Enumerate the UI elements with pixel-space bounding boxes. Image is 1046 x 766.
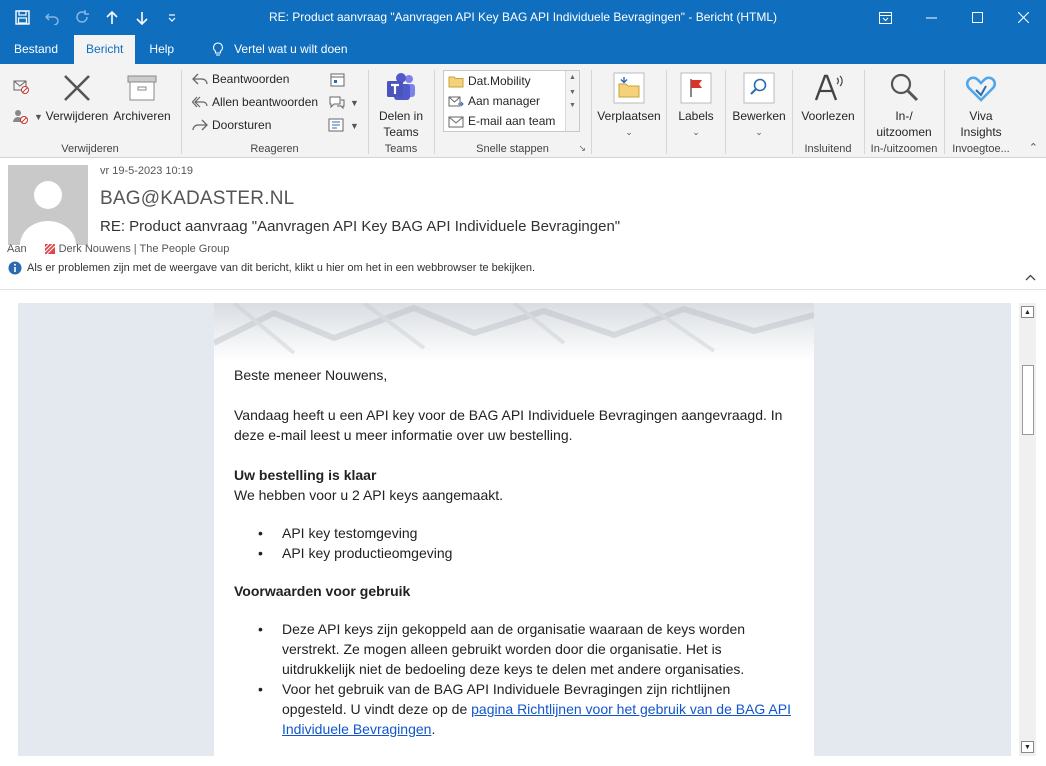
- window-title: RE: Product aanvraag "Aanvragen API Key BAG API Individuele Bevragingen" - Bericht (HTML): [268, 10, 778, 24]
- reply-all-button[interactable]: Allen beantwoorden: [192, 95, 318, 109]
- cleanup-icon: [12, 108, 30, 126]
- ribbon: [0, 64, 1046, 158]
- more-actions-icon: [328, 118, 346, 133]
- group-label-zoom: In-/uitzoomen: [870, 143, 938, 155]
- group-teams: [369, 64, 433, 158]
- ribbon-tabs: [0, 35, 1046, 64]
- list-item: • API key productieomgeving: [258, 543, 794, 563]
- reply-all-icon: [192, 95, 208, 109]
- group-zoom: [865, 64, 943, 158]
- tell-me-search[interactable]: [186, 35, 347, 64]
- read-aloud-button[interactable]: Voorlezen: [797, 70, 859, 124]
- zoom-icon: [887, 70, 921, 106]
- group-move: [592, 64, 666, 158]
- archive-button[interactable]: Archiveren: [111, 70, 173, 124]
- recipient[interactable]: Derk Nouwens | The People Group: [45, 243, 230, 255]
- group-label-quick-steps: Snelle stappen: [476, 143, 549, 155]
- ignore-icon: [12, 78, 30, 94]
- group-addins: [945, 64, 1017, 158]
- more-respond-button[interactable]: ▼: [328, 118, 359, 133]
- recipients-row: [7, 243, 229, 255]
- window-controls: [862, 0, 1046, 35]
- expand-gallery-icon[interactable]: ▼: [569, 102, 576, 109]
- group-label-respond: Reageren: [250, 143, 299, 155]
- scroll-up-icon[interactable]: ▲: [569, 74, 576, 81]
- presence-icon: [45, 244, 55, 254]
- order-text: We hebben voor u 2 API keys aangemaakt.: [234, 487, 504, 503]
- collapse-header-icon[interactable]: [1025, 270, 1036, 284]
- greeting: Beste meneer Nouwens,: [234, 367, 388, 383]
- group-immersive: [793, 64, 863, 158]
- avatar: [8, 165, 88, 245]
- tab-bestand[interactable]: Bestand: [14, 42, 59, 56]
- dialog-launcher-icon[interactable]: ↘: [578, 143, 586, 153]
- zoom-button[interactable]: In-/ uitzoomen: [869, 70, 939, 140]
- share-to-teams-button[interactable]: Delen in Teams: [371, 70, 431, 140]
- to-label: Aan: [7, 243, 27, 255]
- tab-help[interactable]: Help: [149, 42, 175, 56]
- move-folder-icon: [612, 70, 646, 106]
- delete-button[interactable]: Verwijderen: [46, 70, 108, 124]
- vertical-scrollbar[interactable]: [1019, 303, 1036, 756]
- viva-insights-icon: [964, 70, 998, 106]
- group-label-delete: Verwijderen: [61, 143, 119, 155]
- tags-button[interactable]: Labels ⌄: [671, 70, 721, 140]
- mail-content: [214, 303, 814, 756]
- list-item: • Voor het gebruik van de BAG API Individuele Bevragingen zijn richtlijnen opgesteld. U vindt deze op de pagina Richtlijnen voor het gebruik van de BAG API Individuele Bevragingen.: [258, 679, 794, 739]
- reply-icon: [192, 72, 208, 86]
- list-item: • API key testomgeving: [258, 523, 794, 543]
- message-body: [0, 291, 1046, 766]
- order-heading: Uw bestelling is klaar: [234, 467, 377, 483]
- mail-text: [214, 361, 814, 739]
- group-respond: [182, 64, 367, 158]
- sent-date: vr 19-5-2023 10:19: [100, 165, 193, 177]
- collapse-ribbon-icon[interactable]: ⌃: [1028, 142, 1038, 154]
- scroll-down-icon[interactable]: ▼: [569, 89, 576, 96]
- meeting-button[interactable]: [330, 72, 346, 87]
- scroll-down-icon[interactable]: ▼: [1021, 741, 1034, 753]
- chat-icon: [328, 95, 346, 110]
- read-aloud-icon: [811, 70, 845, 106]
- group-label-addins: Invoegtoe...: [952, 143, 1010, 155]
- teams-icon: [384, 70, 418, 106]
- subject: RE: Product aanvraag "Aanvragen API Key BAG API Individuele Bevragingen": [100, 218, 621, 235]
- group-editing: [726, 64, 792, 158]
- info-icon: [8, 261, 22, 275]
- title-bar: [0, 0, 1046, 35]
- editing-button[interactable]: Bewerken ⌄: [728, 70, 790, 140]
- maximize-icon[interactable]: [954, 0, 1000, 35]
- quick-step-item[interactable]: E-mail aan team: [444, 111, 579, 131]
- terms-heading: Voorwaarden voor gebruik: [234, 583, 411, 599]
- ribbon-display-options-icon[interactable]: [862, 0, 908, 35]
- tell-me-label: Vertel wat u wilt doen: [234, 42, 348, 56]
- im-button[interactable]: ▼: [328, 95, 359, 110]
- intro-paragraph: Vandaag heeft u een API key voor de BAG API Individuele Bevragingen aangevraagd. In deze e-mail leest u meer informatie over uw bestelling.: [234, 407, 783, 443]
- quick-step-item[interactable]: Dat.Mobility: [444, 71, 579, 91]
- tab-bericht[interactable]: Bericht: [74, 35, 135, 64]
- group-label-teams: Teams: [384, 143, 418, 155]
- group-label-immersive: Insluitend: [804, 143, 852, 155]
- sender[interactable]: BAG@KADASTER.NL: [100, 188, 295, 209]
- move-button[interactable]: Verplaatsen ⌄: [596, 70, 662, 140]
- quick-step-item[interactable]: Aan manager: [444, 91, 579, 111]
- guidelines-link[interactable]: pagina Richtlijnen voor het gebruik van de BAG API Individuele Bevragingen: [282, 701, 792, 737]
- meeting-icon: [330, 72, 346, 87]
- delete-icon: [60, 70, 94, 106]
- reply-button[interactable]: Beantwoorden: [192, 72, 289, 86]
- list-item: • Deze API keys zijn gekoppeld aan de organisatie waaraan de keys worden verstrekt. Ze mogen alleen gebruikt worden door die organisatie. Het is uitdrukkelijk niet de bedoeling deze keys te delen met andere organisaties.: [258, 619, 794, 679]
- scrollbar-thumb[interactable]: [1022, 365, 1034, 435]
- close-icon[interactable]: [1000, 0, 1046, 35]
- cleanup-button[interactable]: ▼: [12, 108, 43, 126]
- flag-icon: [679, 70, 713, 106]
- find-icon: [742, 70, 776, 106]
- minimize-icon[interactable]: [908, 0, 954, 35]
- archive-icon: [125, 70, 159, 106]
- terms-list: [234, 619, 794, 739]
- mail-background: [18, 303, 1011, 756]
- forward-icon: [192, 118, 208, 132]
- keys-list: [234, 523, 794, 563]
- group-tags: [667, 64, 725, 158]
- forward-button[interactable]: Doorsturen: [192, 118, 271, 132]
- ignore-button[interactable]: [12, 78, 30, 94]
- banner-image: [214, 303, 814, 361]
- infobar[interactable]: Als er problemen zijn met de weergave van dit bericht, klikt u hier om het in een webbrowser te bekijken.: [8, 261, 535, 275]
- group-quick-steps: [435, 64, 590, 158]
- scroll-up-icon[interactable]: ▲: [1021, 306, 1034, 318]
- message-header: [0, 158, 1046, 290]
- lightbulb-icon: [212, 42, 224, 57]
- viva-insights-button[interactable]: Viva Insights: [949, 70, 1013, 140]
- group-delete: [0, 64, 180, 158]
